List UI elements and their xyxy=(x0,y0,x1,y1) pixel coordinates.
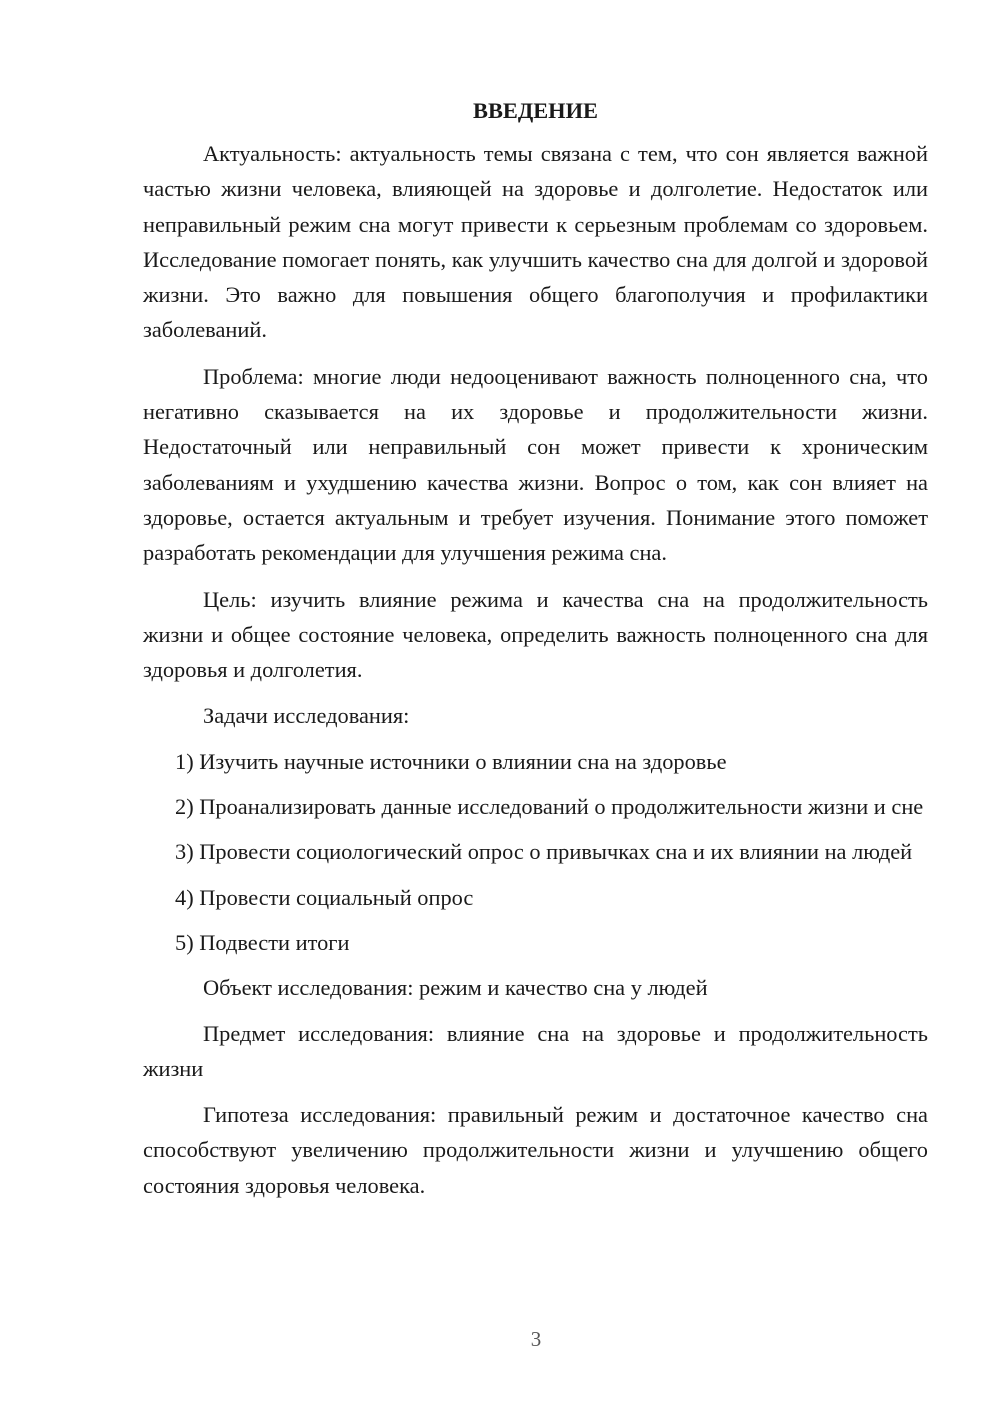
task-item-3: 3) Провести социологический опрос о привычках сна и их влиянии на людей xyxy=(175,839,913,865)
task-item-2: 2) Проанализировать данные исследований о продолжительности жизни и сне xyxy=(175,794,924,820)
paragraph-goal: Цель: изучить влияние режима и качества сна на продолжительность жизни и общее состояние человека, определить важность полноценного сна для здоровья и долголетия. xyxy=(143,586,928,683)
section-title: ВВЕДЕНИЕ xyxy=(473,98,598,123)
task-item-4: 4) Провести социальный опрос xyxy=(175,884,474,910)
paragraph-object: Объект исследования: режим и качество сна у людей xyxy=(203,975,708,1001)
paragraph-relevance: Актуальность: актуальность темы связана с тем, что сон является важной частью жизни человека, влияющей на здоровье и долголетие. Недостаток или неправильный режим сна могут привести к серьезным проблемам со здоровьем. Исследование помогает понять, как улучшить качество сна для долгой и здоровой жизни. Это важно для повышения общего благополучия и профилактики заболеваний. xyxy=(143,141,928,343)
page-number: 3 xyxy=(530,1327,542,1351)
task-item-5: 5) Подвести итоги xyxy=(175,929,350,955)
paragraph-problem: Проблема: многие люди недооценивают важность полноценного сна, что негативно сказывается на их здоровье и продолжительности жизни. Недостаточный или неправильный сон может привести к хроническим заболеваниям и ухудшению качества жизни. Вопрос о том, как сон влияет на здоровье, остается актуальным и требует изучения. Понимание этого поможет разработать рекомендации для улучшения режима сна. xyxy=(143,363,928,566)
task-item-1: 1) Изучить научные источники о влиянии сна на здоровье xyxy=(175,748,727,774)
paragraph-subject: Предмет исследования: влияние сна на здоровье и продолжительность жизни xyxy=(143,1020,928,1081)
document-page xyxy=(143,93,928,1214)
tasks-heading: Задачи исследования: xyxy=(203,703,410,729)
paragraph-hypothesis: Гипотеза исследования: правильный режим и достаточное качество сна способствуют увеличению продолжительности жизни и улучшению общего состояния здоровья человека. xyxy=(143,1102,928,1198)
